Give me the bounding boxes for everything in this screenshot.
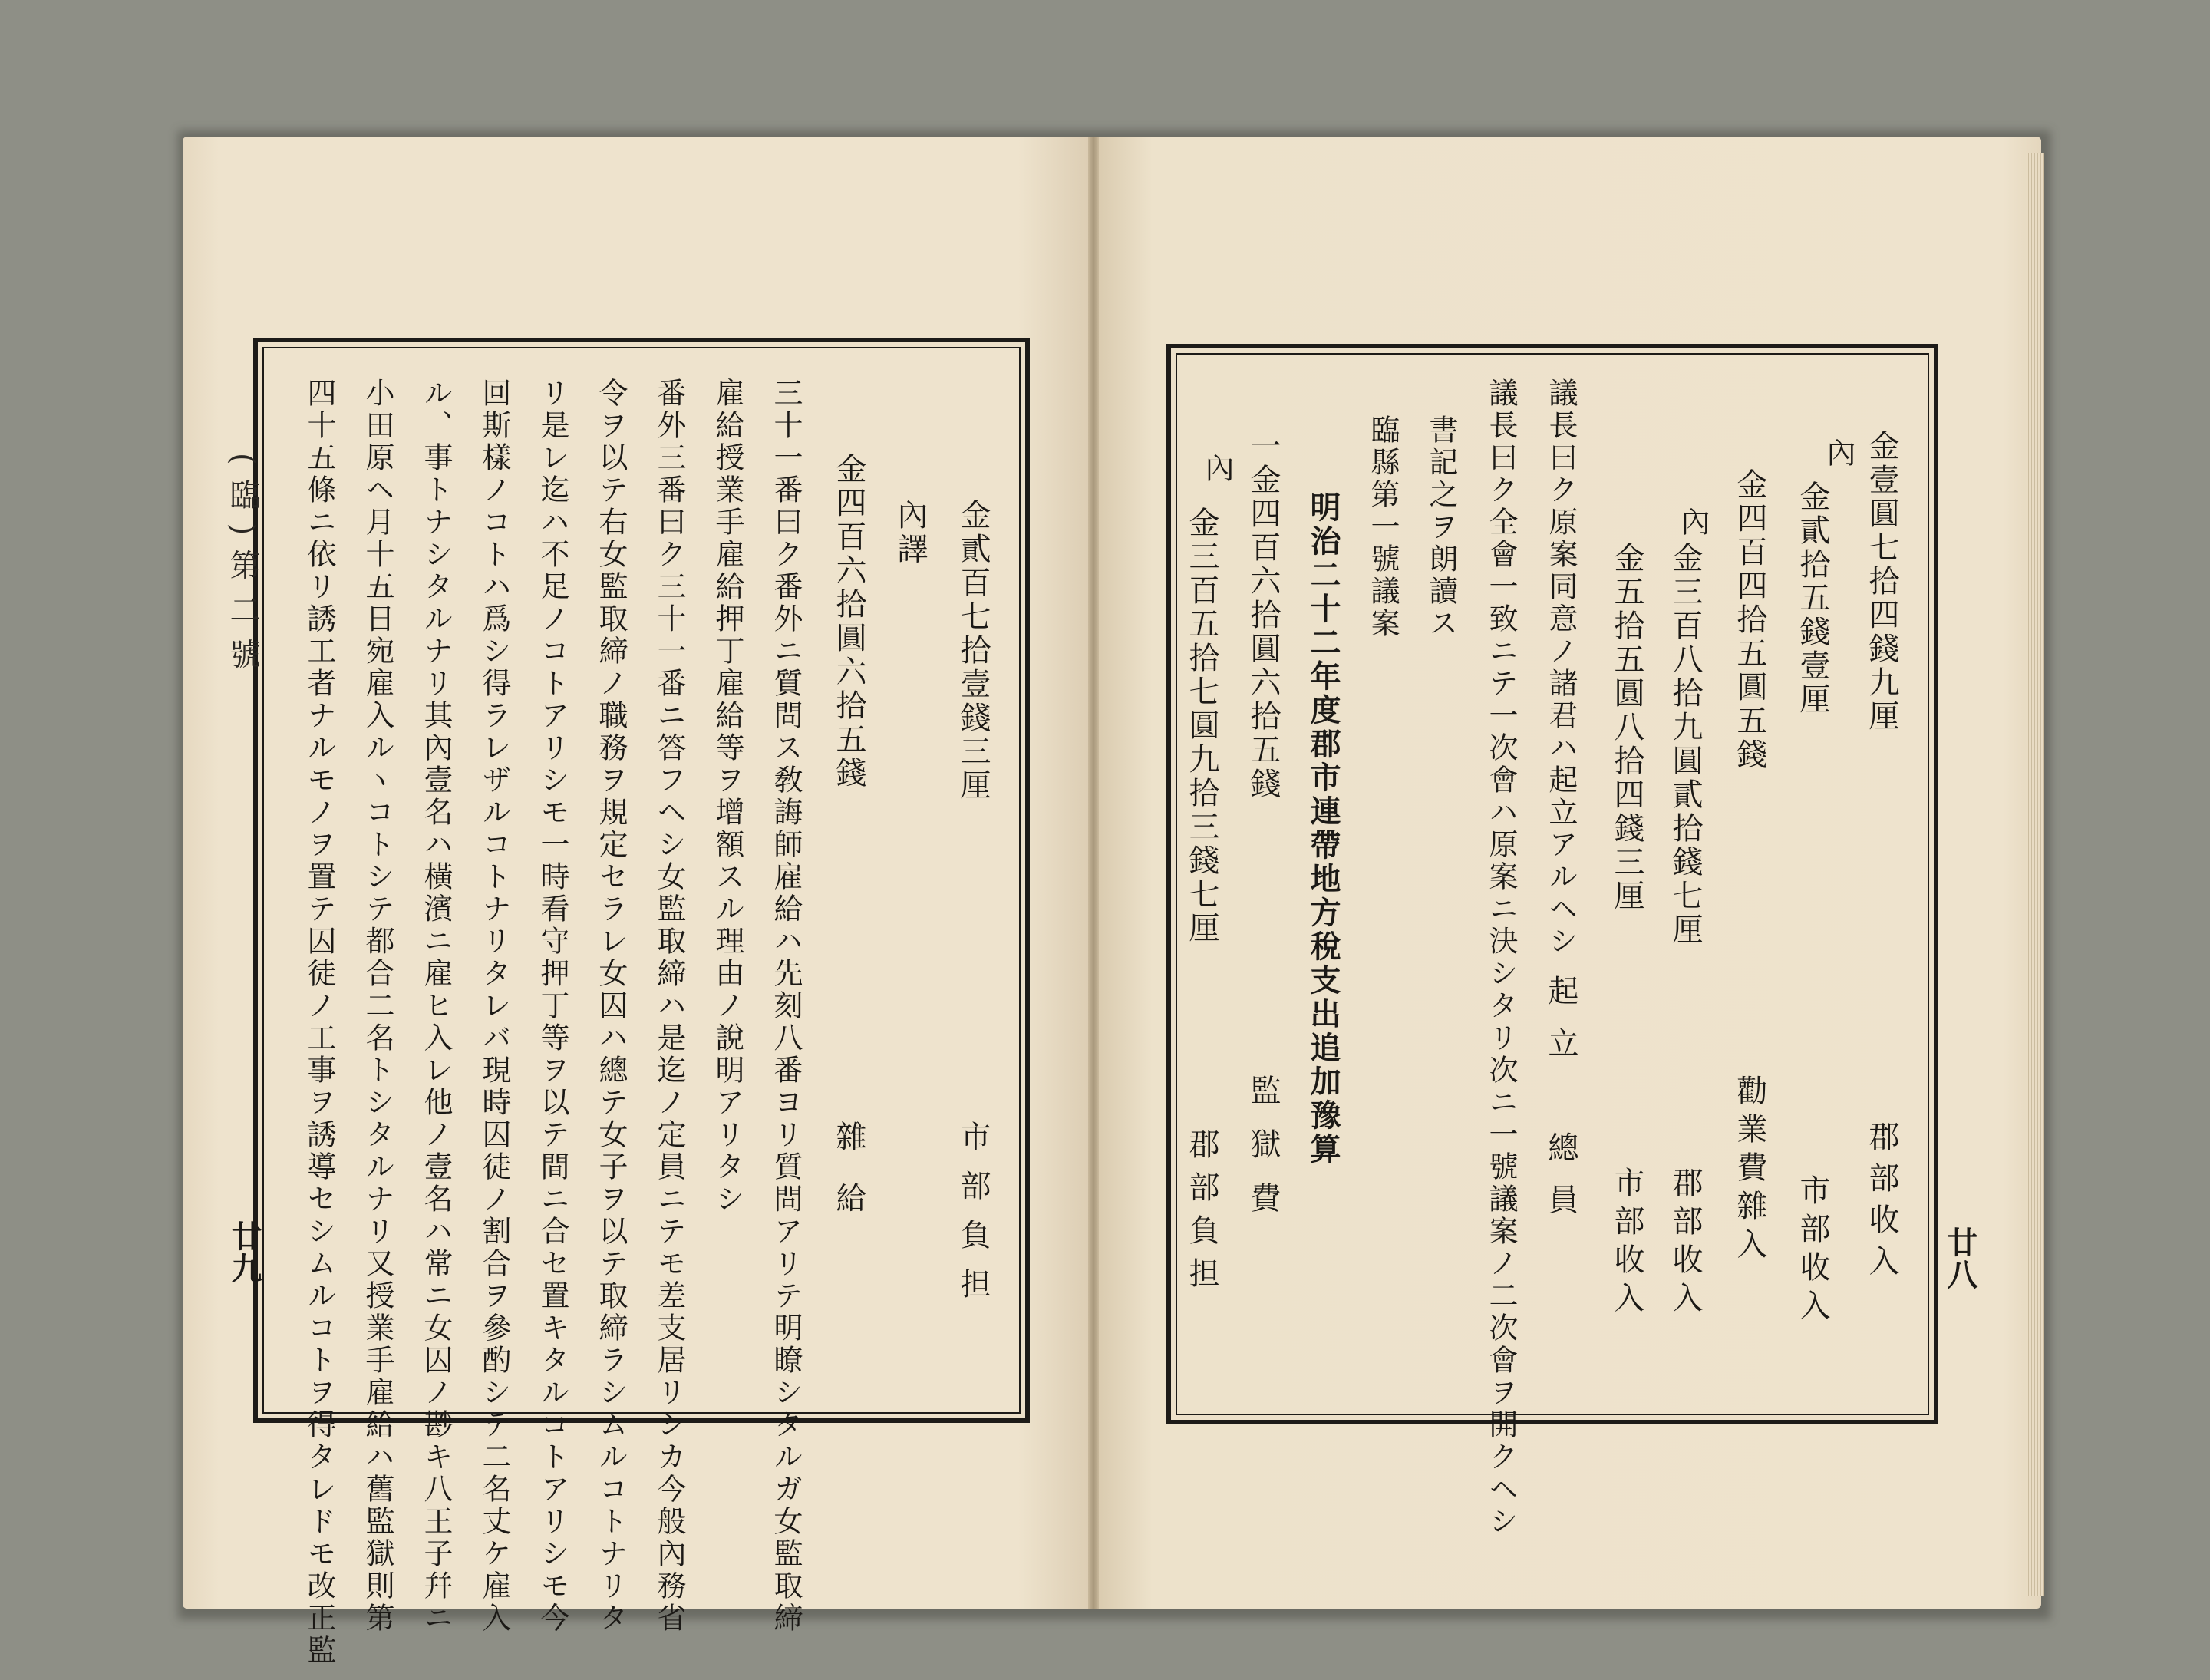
right-col-11: 臨縣第一號議案 <box>1366 414 1400 640</box>
right-col-7: 金五拾五圓八拾四錢三厘 <box>1609 542 1644 913</box>
book-spine <box>1088 137 1099 1609</box>
left-col-4: 三十一番曰ク番外ニ質問ス敎誨師雇給ハ先刻八番ヨリ質問アリテ明瞭シタルガ女監取締 <box>769 378 803 1635</box>
left-col-3-right: 雜給 <box>831 1121 866 1243</box>
left-col-7: 令ヲ以テ右女監取締ノ職務ヲ規定セラレ女囚ハ總テ女子ヲ以テ取締ラシムルコトナリタ <box>594 378 628 1635</box>
right-col-10: 書記之ヲ朗讀ス <box>1424 414 1458 640</box>
left-col-6: 番外三番曰ク三十一番ニ答フヘシ女監取締ハ是迄ノ定員ニテモ差支居リシカ今般內務省 <box>652 378 686 1635</box>
left-col-5: 雇給授業手雇給押丁雇給等ヲ增額スル理由ノ說明アリタシ <box>711 378 744 1216</box>
left-col-9: 回斯樣ノコトハ爲シ得ラレザルコトナリタレバ現時囚徒ノ割合ヲ參酌シテ二名丈ケ雇入 <box>477 378 511 1635</box>
left-col-2: 內譯 <box>892 499 928 566</box>
left-col-1-right: 市部負担 <box>955 1121 991 1317</box>
left-col-3: 金四百六拾圓六拾五錢 <box>831 453 866 790</box>
right-col-8-right: 起立 總員 <box>1543 975 1578 1236</box>
right-col-3-right: 市部收入 <box>1795 1174 1830 1328</box>
left-col-1: 金貳百七拾壹錢三厘 <box>955 499 991 803</box>
right-col-14: 內 <box>1200 453 1234 485</box>
left-col-11: 小田原ヘ月十五日宛雇入ルヽコトシテ都合二名トシタルナリ又授業手雇給ハ舊監獄則第 <box>361 378 394 1635</box>
right-col-1-right: 郡部收入 <box>1864 1121 1899 1286</box>
show-through-left <box>905 399 945 433</box>
right-col-2: 內 <box>1822 437 1855 470</box>
right-col-7-right: 市部收入 <box>1609 1167 1644 1320</box>
right-page-number: 廿八 <box>1942 1226 1978 1291</box>
left-col-12: 四十五條ニ依リ誘工者ナルモノヲ置テ囚徒ノ工事ヲ誘導セシムルコトヲ得タレドモ改正監 <box>302 378 336 1667</box>
left-page-number: 廿九 <box>226 1220 262 1285</box>
right-col-12: 明治二十二年度郡市連帶地方稅支出追加豫算 <box>1305 491 1341 1167</box>
right-col-5: 內 <box>1676 507 1710 539</box>
right-col-1: 金壹圓七拾四錢九厘 <box>1864 430 1899 734</box>
right-col-15: 金三百五拾七圓九拾三錢七厘 <box>1184 507 1219 946</box>
right-col-8: 議長曰ク原案同意ノ諸君ハ起立アルヘシ <box>1544 378 1578 958</box>
left-col-10: ル、事トナシタルナリ其內壹名ハ橫濱ニ雇ヒ入レ他ノ壹名ハ常ニ女囚ノ尠キ八王子幷ニ <box>419 378 453 1635</box>
right-col-9: 議長曰ク全會一致ニテ一次會ハ原案ニ決シタリ次ニ一號議案ノ二次會ヲ開クヘシ <box>1484 378 1518 1538</box>
right-col-3: 金貳拾五錢壹厘 <box>1795 480 1830 717</box>
right-col-4-right: 勸業費雜入 <box>1732 1074 1767 1266</box>
right-col-6-right: 郡部收入 <box>1667 1167 1703 1320</box>
right-col-6: 金三百八拾九圓貳拾錢七厘 <box>1667 542 1703 947</box>
left-margin-title: (臨)第二號 <box>225 453 260 683</box>
right-col-13-right: 監獄費 <box>1245 1074 1281 1236</box>
left-col-8: リ是レ迄ハ不足ノコトアリシモ一時看守押丁等ヲ以テ間ニ合セ置キタルコトアリシモ今 <box>536 378 569 1635</box>
right-col-4: 金四百四拾五圓五錢 <box>1732 468 1767 772</box>
right-col-13: 一金四百六拾圓六拾五錢 <box>1245 430 1281 801</box>
page-edges <box>2026 153 2044 1596</box>
show-through-right <box>1895 399 1935 433</box>
right-col-15-right: 郡部負担 <box>1184 1128 1219 1300</box>
